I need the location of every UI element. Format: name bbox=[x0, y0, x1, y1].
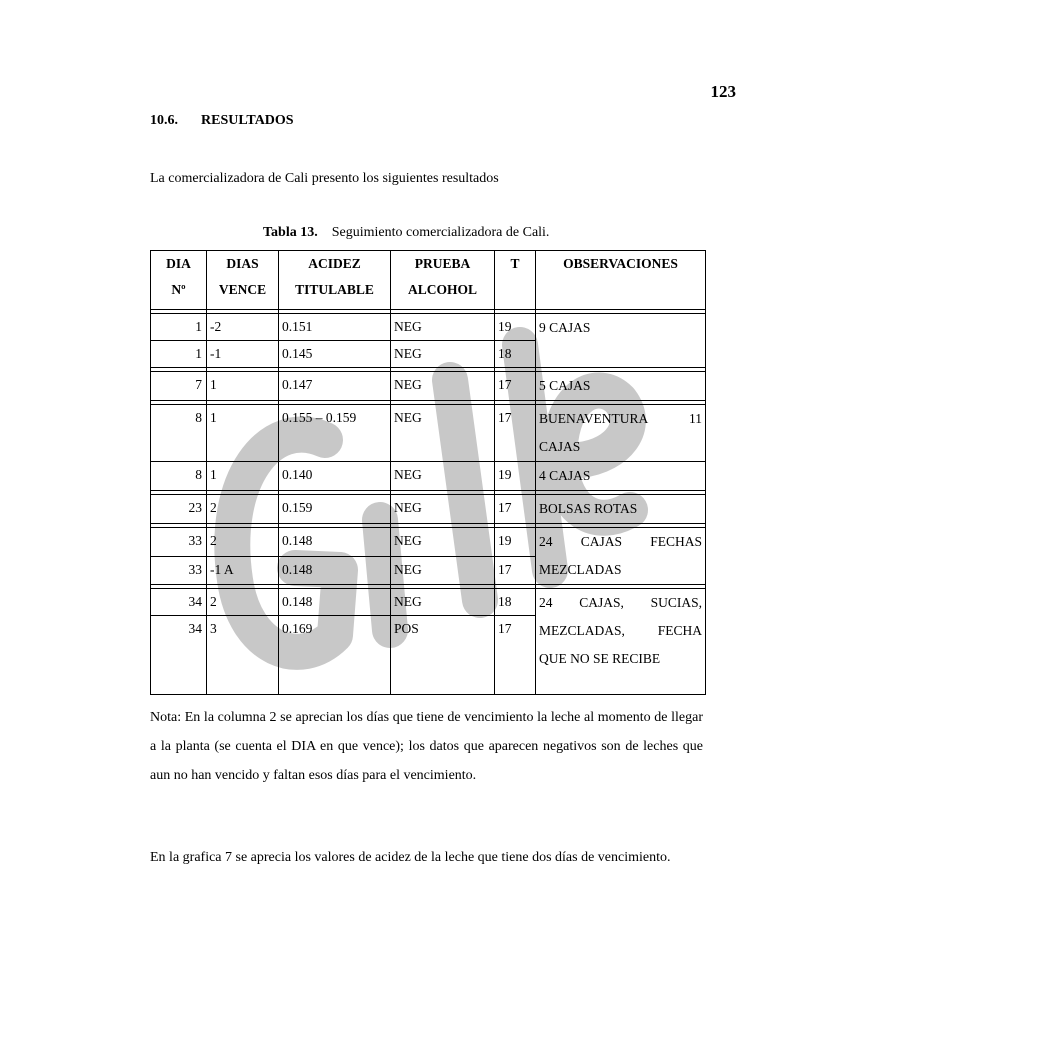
observation-cell: 24 CAJAS FECHAS MEZCLADAS bbox=[536, 528, 706, 585]
header-dias-vence: DIAS VENCE bbox=[207, 251, 279, 310]
section-title: RESULTADOS bbox=[201, 113, 294, 128]
results-table bbox=[150, 250, 706, 695]
table-note: Nota: En la columna 2 se aprecian los días que tiene de vencimiento la leche al momento de llegar a la planta (se cuenta el DIA en que vence); los datos que aparecen negativos son de leches que aun no han vencido y faltan esos días para el vencimiento. bbox=[150, 710, 703, 783]
graph-reference-paragraph: En la grafica 7 se aprecia los valores de acidez de la leche que tiene dos días de vencimiento. bbox=[150, 850, 671, 865]
table-caption-text: Seguimiento comercializadora de Cali. bbox=[331, 225, 550, 240]
table-header-row bbox=[151, 251, 706, 310]
header-acidez: ACIDEZ TITULABLE bbox=[279, 251, 391, 310]
table-row: 1 -2 0.151 NEG 19 9 CAJAS bbox=[151, 314, 706, 341]
table-row: 7 1 0.147 NEG 17 5 CAJAS bbox=[151, 372, 706, 401]
table-row: 33 2 0.148 NEG 19 24 CAJAS FECHAS MEZCLADAS bbox=[151, 528, 706, 557]
table-caption bbox=[263, 225, 549, 241]
observation-cell: 5 CAJAS bbox=[536, 372, 706, 401]
table-row: 8 1 0.140 NEG 19 4 CAJAS bbox=[151, 462, 706, 491]
observation-cell: BOLSAS ROTAS bbox=[536, 495, 706, 524]
header-prueba-alcohol: PRUEBA ALCOHOL bbox=[391, 251, 495, 310]
table-row: 34 3 0.169 POS 17 bbox=[151, 616, 706, 695]
table-row: 23 2 0.159 NEG 17 BOLSAS ROTAS bbox=[151, 495, 706, 524]
header-dia: DIA Nº bbox=[151, 251, 207, 310]
page-number: 123 bbox=[710, 82, 736, 101]
observation-cell: 4 CAJAS bbox=[536, 462, 706, 491]
table-row: 33 -1 A 0.148 NEG 17 bbox=[151, 556, 706, 585]
intro-text: La comercializadora de Cali presento los siguientes resultados bbox=[150, 171, 499, 186]
observation-cell: BUENAVENTURA 11 CAJAS bbox=[536, 405, 706, 462]
observation-cell: 24 CAJAS, SUCIAS, MEZCLADAS, FECHA QUE NO SE RECIBE bbox=[536, 589, 706, 695]
table-row: 8 1 0.155 – 0.159 NEG 17 BUENAVENTURA 11 CAJAS bbox=[151, 405, 706, 462]
header-observaciones: OBSERVACIONES bbox=[536, 251, 706, 310]
table-caption-label: Tabla 13. bbox=[263, 225, 318, 240]
header-t: T bbox=[495, 251, 536, 310]
section-heading bbox=[150, 113, 294, 129]
section-number: 10.6. bbox=[150, 113, 178, 128]
observation-cell: 9 CAJAS bbox=[536, 314, 706, 368]
table-row: 34 2 0.148 NEG 18 24 CAJAS, SUCIAS, MEZCLADAS, FECHA QUE NO SE RECIBE bbox=[151, 589, 706, 616]
table-row: 1 -1 0.145 NEG 18 bbox=[151, 341, 706, 368]
